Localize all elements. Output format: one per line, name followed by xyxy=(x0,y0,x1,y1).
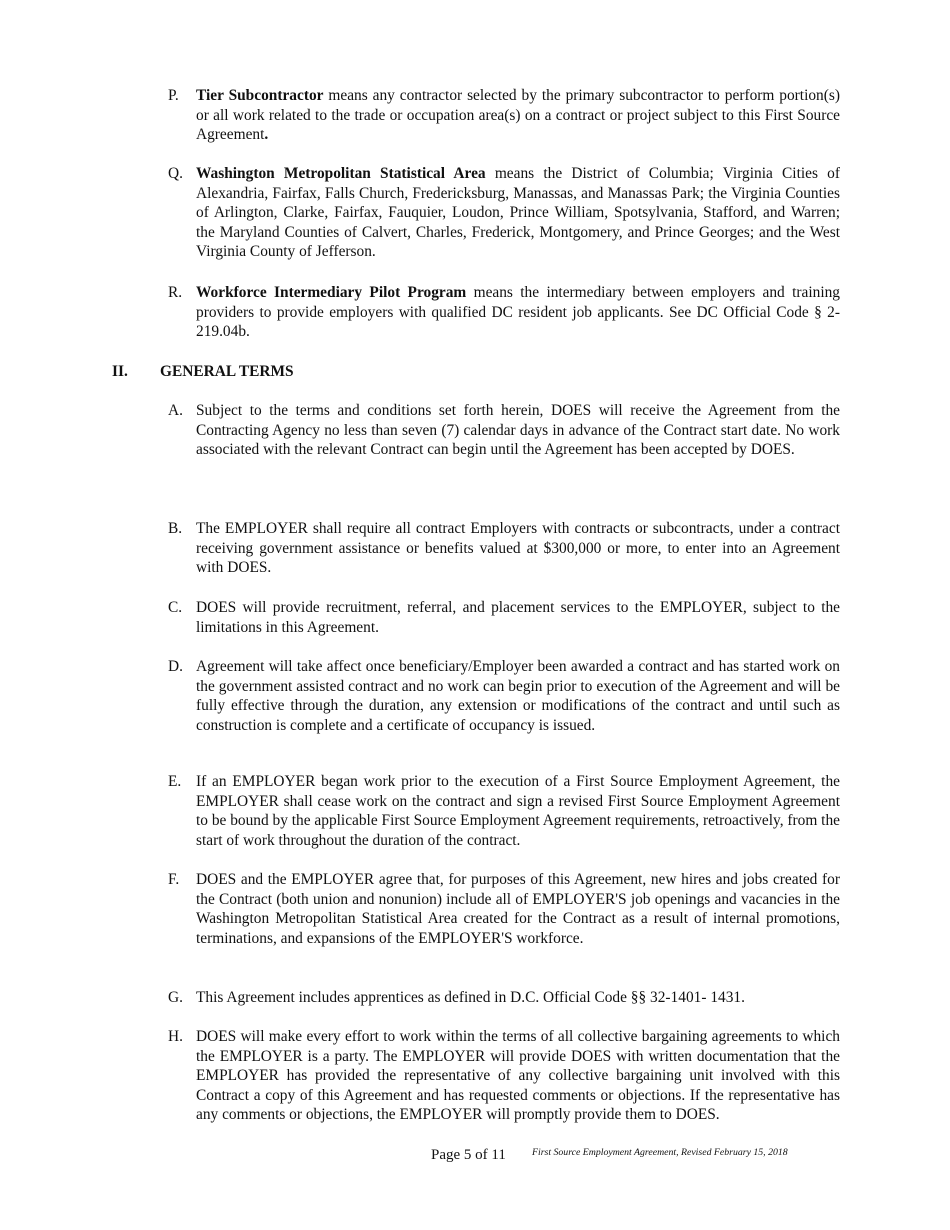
defined-term: Tier Subcontractor xyxy=(196,87,324,104)
item-letter: F. xyxy=(168,871,180,888)
item-letter: E. xyxy=(168,773,182,790)
term-g xyxy=(168,988,840,1008)
term-f xyxy=(168,870,840,948)
section-title: GENERAL TERMS xyxy=(160,363,294,380)
item-letter: R. xyxy=(168,284,183,301)
term-c xyxy=(168,598,840,637)
item-letter: D. xyxy=(168,658,183,675)
item-letter: H. xyxy=(168,1028,183,1045)
definition-text: means the District of Columbia; Virginia Cities of Alexandria, Fairfax, Falls Church, Fredericksburg, Manassas, and Manassas Park; the Virginia Counties of Arlington, Clarke, Fairfax, Fauquier, Loudon, Prince William, Spotsylvania, Stafford, and Warren; the Maryland Counties of Calvert, Charles, Frederick, Montgomery, and Prince Georges; and the West Virginia County of Jefferson. xyxy=(196,165,840,261)
term-b xyxy=(168,519,840,578)
term-text: This Agreement includes apprentices as defined in D.C. Official Code §§ 32-1401- 1431. xyxy=(196,989,745,1006)
definition-q xyxy=(168,164,840,262)
term-text: Subject to the terms and conditions set forth herein, DOES will receive the Agreement from the Contracting Agency no less than seven (7) calendar days in advance of the Contract start date. No work associated with the relevant Contract can begin until the Agreement has been accepted by DOES. xyxy=(196,402,840,459)
term-text: DOES will provide recruitment, referral, and placement services to the EMPLOYER, subject to the limitations in this Agreement. xyxy=(196,599,840,636)
term-e xyxy=(168,772,840,850)
definition-text: means any contractor selected by the primary subcontractor to perform portion(s) or all work related to the trade or occupation area(s) on a contract or project subject to this First Source Agreement xyxy=(196,87,840,144)
page-number: Page 5 of 11 xyxy=(431,1147,506,1163)
footer-note: First Source Employment Agreement, Revised February 15, 2018 xyxy=(532,1147,788,1158)
section-number: II. xyxy=(112,363,128,380)
term-text: DOES will make every effort to work within the terms of all collective bargaining agreements to which the EMPLOYER is a party. The EMPLOYER will provide DOES with written documentation that the EMPLOYER has provided the representative of any collective bargaining unit involved with this Contract a copy of this Agreement and has requested comments or objections. If the representative has any comments or objections, the EMPLOYER will promptly provide them to DOES. xyxy=(196,1028,840,1124)
item-letter: Q. xyxy=(168,165,183,182)
defined-term: Workforce Intermediary Pilot Program xyxy=(196,284,467,301)
item-letter: P. xyxy=(168,87,179,104)
item-letter: A. xyxy=(168,402,183,419)
term-text: If an EMPLOYER began work prior to the execution of a First Source Employment Agreement, the EMPLOYER shall cease work on the contract and sign a revised First Source Employment Agreement to be bound by the applicable First Source Employment Agreement requirements, retroactively, from the start of work throughout the duration of the contract. xyxy=(196,773,840,849)
term-a xyxy=(168,401,840,460)
term-text: DOES and the EMPLOYER agree that, for purposes of this Agreement, new hires and jobs created for the Contract (both union and nonunion) include all of EMPLOYER'S job openings and vacancies in the Washington Metropolitan Statistical Area created for the Contract as a result of internal promotions, terminations, and expansions of the EMPLOYER'S workforce. xyxy=(196,871,840,947)
item-letter: B. xyxy=(168,520,183,537)
term-text: Agreement will take affect once beneficiary/Employer been awarded a contract and has started work on the government assisted contract and no work can begin prior to execution of the Agreement and will be fully effective through the duration, any extension or modifications of the contract and until such as construction is complete and a certificate of occupancy is issued. xyxy=(196,658,840,734)
definition-p xyxy=(168,86,840,145)
term-d xyxy=(168,657,840,735)
definition-text: means the intermediary between employers and training providers to provide employers with qualified DC resident job applicants. See DC Official Code § 2-219.04b. xyxy=(196,284,840,341)
term-text: The EMPLOYER shall require all contract Employers with contracts or subcontracts, under a contract receiving government assistance or benefits valued at $300,000 or more, to enter into an Agreement with DOES. xyxy=(196,520,840,577)
defined-term: Washington Metropolitan Statistical Area xyxy=(196,165,486,182)
definition-period: . xyxy=(264,126,269,144)
item-letter: C. xyxy=(168,599,183,616)
definition-r xyxy=(168,283,840,342)
item-letter: G. xyxy=(168,989,183,1006)
term-h xyxy=(168,1027,840,1125)
